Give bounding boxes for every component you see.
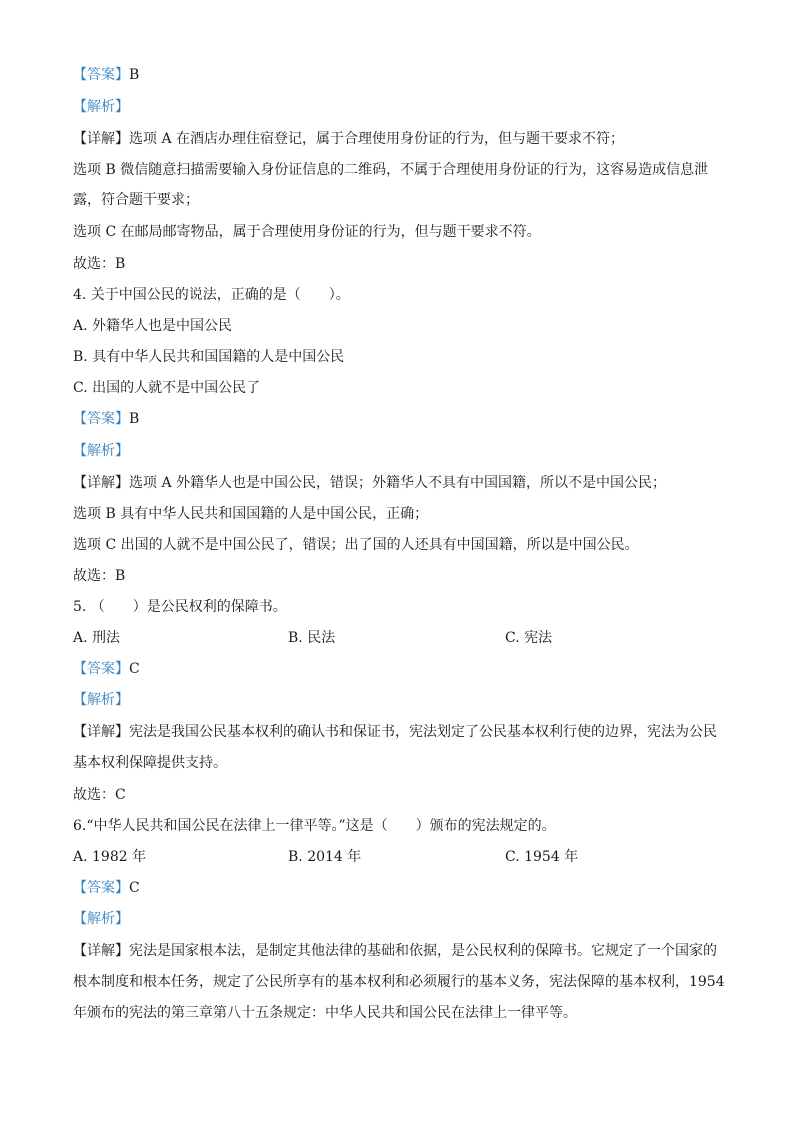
detail-text: 选项 B 具有中华人民共和国国籍的人是中国公民，正确； (73, 506, 429, 522)
option-a: A. 刑法 (73, 630, 121, 646)
detail-text: 年颁布的宪法的第三章第八十五条规定：中华人民共和国公民在法律上一律平等。 (73, 1005, 577, 1021)
detail-line (73, 473, 666, 493)
detail-tag: 【详解】 (73, 943, 129, 959)
answer-value: C (129, 880, 140, 896)
detail-text: 选项 C 出国的人就不是中国公民了，错误；出了国的人还具有中国国籍，所以是中国公民。 (73, 537, 639, 553)
option-c: C. 出国的人就不是中国公民了 (73, 380, 261, 396)
question-stem: 6.“中华人民共和国公民在法律上一律平等。”这是（ ）颁布的宪法规定的。 (73, 818, 556, 834)
detail-text: 根本制度和根本任务，规定了公民所享有的基本权利和必须履行的基本义务，宪法保障的基本权利，1954 (73, 974, 725, 990)
option-b: B. 2014 年 (288, 849, 362, 865)
answer-value: B (129, 67, 140, 83)
detail-text: 露，符合题干要求； (73, 192, 199, 208)
answer-tag: 【答案】 (73, 67, 129, 83)
detail-text: 选项 A 外籍华人也是中国公民，错误；外籍华人不具有中国国籍，所以不是中国公民； (129, 475, 667, 491)
answer-tag: 【答案】 (73, 880, 129, 896)
result-line: 故选：B (73, 568, 126, 584)
detail-text: 选项 C 在邮局邮寄物品，属于合理使用身份证的行为，但与题干要求不符。 (73, 224, 541, 240)
answer-line (73, 659, 140, 679)
detail-text: 宪法是我国公民基本权利的确认书和保证书，宪法划定了公民基本权利行使的边界，宪法为公民 (129, 724, 717, 740)
option-a: A. 1982 年 (73, 849, 147, 865)
answer-value: C (129, 661, 140, 677)
detail-line (73, 722, 717, 742)
result-line: 故选：B (73, 256, 126, 272)
analysis-tag: 【解析】 (73, 443, 129, 459)
detail-line (73, 129, 624, 149)
answer-line (73, 878, 140, 898)
option-b: B. 具有中华人民共和国国籍的人是中国公民 (73, 349, 345, 365)
answer-tag: 【答案】 (73, 411, 129, 427)
question-stem: 5. （ ）是公民权利的保障书。 (73, 599, 287, 615)
analysis-tag: 【解析】 (73, 692, 129, 708)
detail-text: 宪法是国家根本法，是制定其他法律的基础和依据，是公民权利的保障书。它规定了一个国家的 (129, 943, 717, 959)
option-b: B. 民法 (288, 630, 336, 646)
answer-tag: 【答案】 (73, 661, 129, 677)
detail-text: 选项 B 微信随意扫描需要输入身份证信息的二维码，不属于合理使用身份证的行为，这容易造成信息泄 (73, 162, 709, 178)
option-c: C. 1954 年 (505, 849, 579, 865)
detail-text: 基本权利保障提供支持。 (73, 755, 227, 771)
result-line: 故选：C (73, 787, 126, 803)
detail-tag: 【详解】 (73, 131, 129, 147)
detail-text: 选项 A 在酒店办理住宿登记，属于合理使用身份证的行为，但与题干要求不符； (129, 131, 625, 147)
question-stem: 4. 关于中国公民的说法，正确的是（ ）。 (73, 287, 350, 303)
analysis-tag: 【解析】 (73, 99, 129, 115)
option-c: C. 宪法 (505, 630, 553, 646)
analysis-tag: 【解析】 (73, 911, 129, 927)
detail-line (73, 941, 717, 961)
answer-line (73, 65, 139, 85)
answer-line (73, 409, 139, 429)
answer-value: B (129, 411, 140, 427)
detail-tag: 【详解】 (73, 724, 129, 740)
detail-tag: 【详解】 (73, 475, 129, 491)
option-a: A. 外籍华人也是中国公民 (73, 318, 233, 334)
